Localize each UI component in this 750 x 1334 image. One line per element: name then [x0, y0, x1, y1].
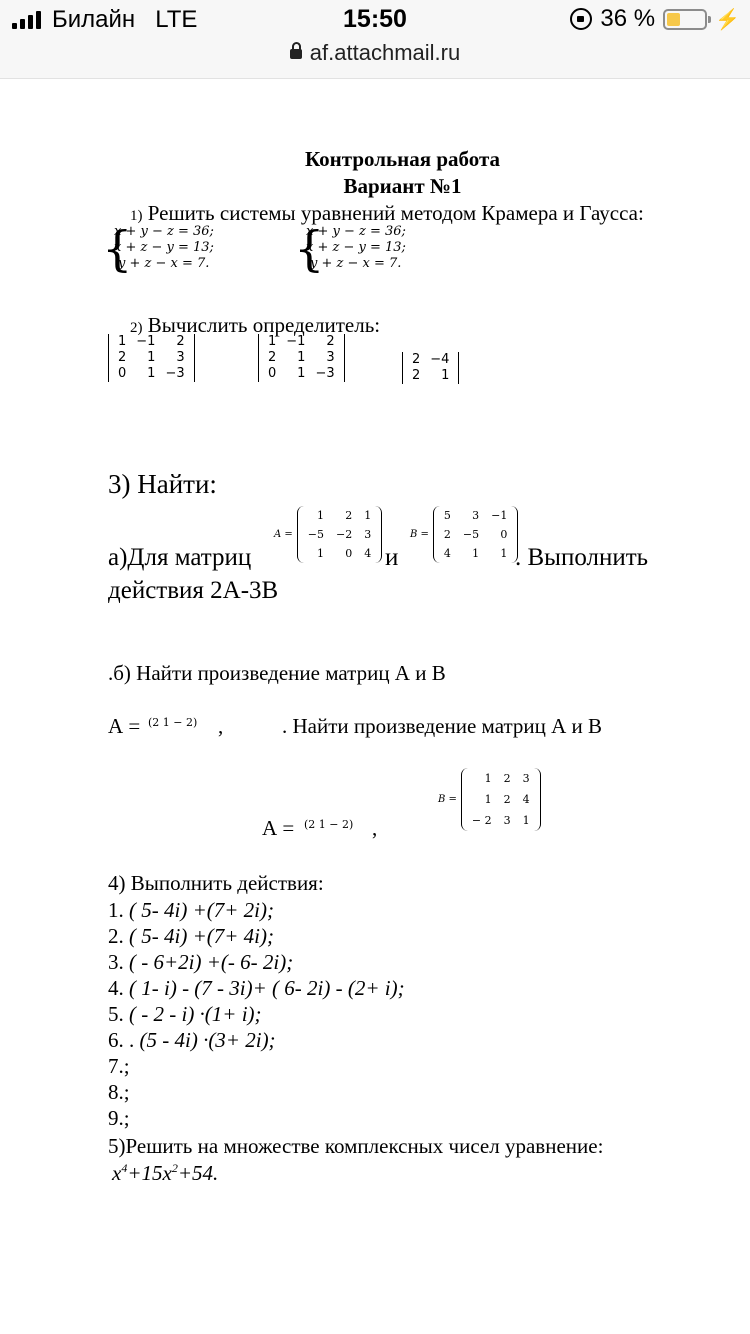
task5-equation — [112, 1161, 218, 1186]
matrix-cell: 5 — [443, 509, 451, 522]
task1-heading — [130, 201, 644, 226]
determinant-2 — [258, 334, 345, 382]
task4-item-expression: ( - 6+2i) +(- 6- 2i); — [129, 950, 294, 974]
det-cell: 2 — [118, 350, 127, 365]
matrix-cell: 3 — [364, 528, 372, 541]
system1-eq3: y + z − x = 7. — [118, 256, 210, 271]
det-cell: −3 — [315, 366, 335, 381]
det-cell: 2 — [326, 334, 335, 349]
matrix-cell: 4 — [364, 547, 372, 560]
system1-eq1: x + y − z = 36; — [114, 224, 214, 239]
det-cell: 1 — [118, 334, 127, 349]
task1-text: Решить системы уравнений методом Крамера и Гаусса: — [147, 201, 644, 225]
url-text: af.attachmail.ru — [309, 40, 461, 65]
task4-item — [108, 897, 405, 923]
det-cell: −4 — [430, 352, 450, 367]
network-type: LTE — [155, 6, 198, 33]
matrix-cell: 3 — [472, 509, 480, 522]
task4-item — [108, 975, 405, 1001]
matrix-cell: 1 — [522, 814, 530, 827]
system2-eq3: y + z − x = 7. — [310, 256, 402, 271]
det-cell: 2 — [412, 368, 421, 383]
det-cell: 0 — [118, 366, 127, 381]
matrix-cell: 1 — [484, 772, 492, 785]
task4-item-number: 8.; — [108, 1080, 130, 1104]
task4-item-number: 5. — [108, 1002, 124, 1026]
matrix-cell: 0 — [500, 528, 508, 541]
eq-exponent: 4 — [121, 1161, 128, 1175]
matrix-cell: 2 — [443, 528, 451, 541]
eq-part: +15x — [127, 1161, 172, 1185]
matrix-cell: 1 — [500, 547, 508, 560]
task3a-and: и — [385, 544, 399, 571]
task4-item — [108, 1105, 405, 1131]
task3c-row-vector: (2 1 − 2) — [148, 716, 198, 729]
task3a-line2: действия 2А-3В — [108, 577, 279, 604]
task4-item-number: 6. . — [108, 1028, 135, 1052]
doc-variant: Вариант №1 — [343, 174, 462, 198]
matrix-cell: 1 — [472, 547, 480, 560]
task4-item-expression: ( 5- 4i) +(7+ 2i); — [129, 898, 274, 922]
status-bar — [0, 0, 750, 79]
matrix-cell: 1 — [364, 509, 372, 522]
det-cell: 2 — [268, 350, 277, 365]
task3d-comma: , — [372, 816, 378, 840]
task4-item-number: 4. — [108, 976, 124, 1000]
det-cell: 1 — [297, 366, 306, 381]
det-cell: 1 — [268, 334, 277, 349]
matrix-cell: 0 — [345, 547, 353, 560]
task4-item-expression: ( 1- i) - (7 - 3i)+ ( 6- 2i) - (2+ i); — [129, 976, 405, 1000]
matrix-b2-label: B = — [438, 794, 457, 805]
system1-eq2: x + z − y = 13; — [114, 240, 214, 255]
determinant-1 — [108, 334, 195, 382]
det-cell: 3 — [326, 350, 335, 365]
eq-part: x — [112, 1161, 122, 1185]
det-cell: 1 — [297, 350, 306, 365]
matrix-b-label: B = — [410, 529, 429, 540]
matrix-cell: − 2 — [471, 814, 492, 827]
task4-item — [108, 1027, 405, 1053]
matrix-cell: −2 — [336, 528, 353, 541]
orientation-lock-icon — [570, 8, 592, 30]
task4-item — [108, 1053, 405, 1079]
task3d-a-label: А = — [262, 816, 295, 840]
task3d-row-vector: (2 1 − 2) — [304, 818, 354, 831]
matrix-cell: −5 — [462, 528, 480, 541]
task2-text: Вычислить определитель: — [147, 313, 381, 337]
task4-item — [108, 949, 405, 975]
charging-icon: ⚡ — [715, 8, 740, 31]
task4-item — [108, 1001, 405, 1027]
task4-item-expression: ( 5- 4i) +(7+ 4i); — [129, 924, 274, 948]
task4-item — [108, 923, 405, 949]
battery-icon — [663, 9, 707, 30]
matrix-a — [274, 506, 382, 563]
task1-number: 1) — [130, 208, 143, 224]
clock: 15:50 — [343, 5, 407, 33]
det-cell: 3 — [176, 350, 185, 365]
task2-number: 2) — [130, 320, 143, 336]
system2-brace: { — [294, 221, 325, 277]
matrix-cell: 1 — [317, 509, 324, 522]
task3c-a-label: А = — [108, 714, 141, 738]
doc-title: Контрольная работа — [304, 147, 501, 171]
matrix-cell: 2 — [503, 772, 511, 785]
lock-icon — [290, 49, 302, 59]
matrix-cell: 1 — [317, 547, 324, 560]
task3-heading: 3) Найти: — [108, 469, 217, 499]
system1 — [114, 224, 214, 272]
system1-brace: { — [102, 221, 133, 277]
det-cell: 2 — [412, 352, 421, 367]
matrix-cell: 2 — [503, 793, 511, 806]
matrix-cell: −1 — [491, 509, 508, 522]
task4-item-number: 1. — [108, 898, 124, 922]
task5-heading: 5)Решить на множестве комплексных чисел уравнение: — [108, 1134, 604, 1158]
task4-item-number: 3. — [108, 950, 124, 974]
det-cell: 1 — [147, 366, 156, 381]
matrix-cell: 4 — [443, 547, 451, 560]
battery-fill — [667, 13, 680, 26]
task4-item-number: 7.; — [108, 1054, 130, 1078]
det-cell: −3 — [165, 366, 185, 381]
det-cell: 1 — [147, 350, 156, 365]
task4-item-number: 2. — [108, 924, 124, 948]
address-bar[interactable] — [0, 40, 750, 66]
battery-percent: 36 % — [600, 5, 656, 32]
task3a-prefix: а)Для матриц — [108, 544, 252, 571]
task4-item-expression: ( - 2 - i) ·(1+ i); — [129, 1002, 262, 1026]
matrix-cell: 3 — [522, 772, 530, 785]
eq-part: +54. — [177, 1161, 219, 1185]
matrix-cell: 4 — [522, 793, 530, 806]
det-cell: 1 — [441, 368, 450, 383]
det-cell: −1 — [136, 334, 156, 349]
matrix-cell: 2 — [345, 509, 353, 522]
task3c-text: . Найти произведение матриц А и В — [282, 714, 603, 738]
matrix-a-label: A = — [274, 529, 293, 540]
task4-heading: 4) Выполнить действия: — [108, 871, 324, 895]
matrix-cell: −5 — [307, 528, 324, 541]
task3c-comma: , — [218, 714, 224, 738]
task4-item — [108, 1079, 405, 1105]
det-cell: −1 — [286, 334, 306, 349]
matrix-b2 — [438, 768, 541, 831]
det-cell: 0 — [268, 366, 277, 381]
determinant-3 — [402, 352, 459, 384]
matrix-cell: 3 — [503, 814, 511, 827]
system2 — [306, 224, 406, 272]
system2-eq1: x + y − z = 36; — [306, 224, 406, 239]
carrier-name: Билайн — [52, 6, 136, 33]
matrix-cell: 1 — [484, 793, 492, 806]
system2-eq2: x + z − y = 13; — [306, 240, 406, 255]
matrix-b — [410, 506, 518, 563]
task3b-text: .б) Найти произведение матриц А и В — [108, 661, 446, 685]
eq-exponent: 2 — [171, 1161, 178, 1175]
task4-list — [108, 897, 405, 1131]
task4-item-number: 9.; — [108, 1106, 130, 1130]
task4-item-expression: (5 - 4i) ·(3+ 2i); — [139, 1028, 276, 1052]
det-cell: 2 — [176, 334, 185, 349]
task3a-suffix: . Выполнить — [515, 544, 649, 571]
